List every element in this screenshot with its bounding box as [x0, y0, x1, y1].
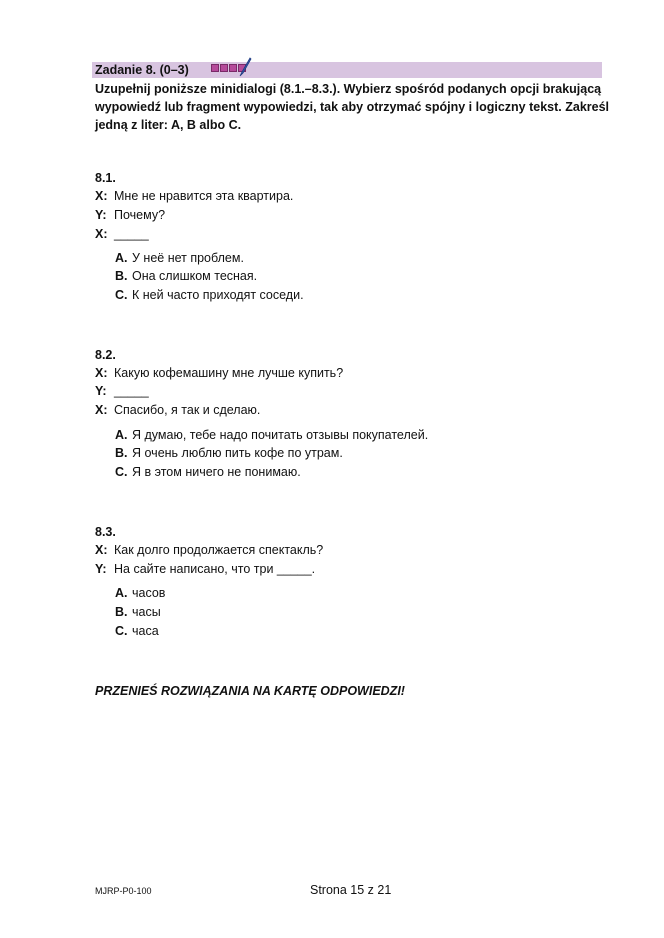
option-text: часы: [132, 605, 161, 619]
speaker: Y:: [95, 208, 107, 222]
option-letter: A.: [115, 251, 128, 265]
answer-option[interactable]: [115, 269, 257, 283]
answer-option[interactable]: [115, 446, 343, 460]
option-letter: B.: [115, 605, 128, 619]
dialog-line: [95, 562, 315, 576]
line-text: _____: [114, 227, 149, 241]
page-number: Strona 15 z 21: [310, 883, 392, 897]
item-number: 8.2.: [95, 348, 116, 362]
answer-option[interactable]: [115, 288, 304, 302]
option-letter: C.: [115, 288, 128, 302]
option-letter: B.: [115, 269, 128, 283]
item-number: 8.3.: [95, 525, 116, 539]
dialog-line: [95, 208, 165, 222]
answer-option[interactable]: [115, 624, 159, 638]
answer-option[interactable]: [115, 586, 165, 600]
item-number: 8.1.: [95, 171, 116, 185]
task-instruction: Uzupełnij poniższe minidialogi (8.1.–8.3.). Wybierz spośród podanych opcji brakującą wypowiedź lub fragment wypowiedzi, tak aby otrzymać spójny i logiczny tekst. Zakreśl jedną z liter: A, B albo C.: [95, 82, 610, 132]
speaker: X:: [95, 189, 108, 203]
option-text: Я думаю, тебе надо почитать отзывы покупателей.: [132, 428, 429, 442]
answer-option[interactable]: [115, 251, 244, 265]
dialog-line: [95, 384, 149, 398]
exam-code: MJRP-P0-100: [95, 886, 152, 896]
dialog-line: [95, 366, 343, 380]
option-text: Я в этом ничего не понимаю.: [132, 465, 301, 479]
speaker: Y:: [95, 562, 107, 576]
line-text: Мне не нравится эта квартира.: [114, 189, 294, 203]
speaker: X:: [95, 366, 108, 380]
transfer-answers-note: PRZENIEŚ ROZWIĄZANIA NA KARTĘ ODPOWIEDZI!: [95, 684, 405, 698]
option-letter: C.: [115, 465, 128, 479]
option-text: Она слишком тесная.: [132, 269, 258, 283]
dialog-line: [95, 227, 149, 241]
answer-option[interactable]: [115, 465, 301, 479]
dialog-line: [95, 543, 323, 557]
answer-option[interactable]: [115, 605, 161, 619]
option-letter: B.: [115, 446, 128, 460]
option-text: Я очень люблю пить кофе по утрам.: [132, 446, 343, 460]
option-letter: A.: [115, 586, 128, 600]
speaker: X:: [95, 543, 108, 557]
option-letter: A.: [115, 428, 128, 442]
answer-option[interactable]: [115, 428, 428, 442]
pen-icon: [238, 57, 252, 77]
option-letter: C.: [115, 624, 128, 638]
option-text: К ней часто приходят соседи.: [132, 288, 304, 302]
option-text: часа: [132, 624, 159, 638]
line-text: На сайте написано, что три _____.: [114, 562, 316, 576]
speaker: Y:: [95, 384, 107, 398]
line-text: Почему?: [114, 208, 166, 222]
dialog-line: [95, 403, 260, 417]
speaker: X:: [95, 403, 108, 417]
line-text: Спасибо, я так и сделаю.: [114, 403, 261, 417]
dialog-line: [95, 189, 293, 203]
option-text: часов: [132, 586, 166, 600]
line-text: _____: [114, 384, 149, 398]
option-text: У неё нет проблем.: [132, 251, 244, 265]
line-text: Как долго продолжается спектакль?: [114, 543, 324, 557]
task-title: Zadanie 8. (0–3): [95, 63, 189, 77]
speaker: X:: [95, 227, 108, 241]
line-text: Какую кофемашину мне лучше купить?: [114, 366, 344, 380]
